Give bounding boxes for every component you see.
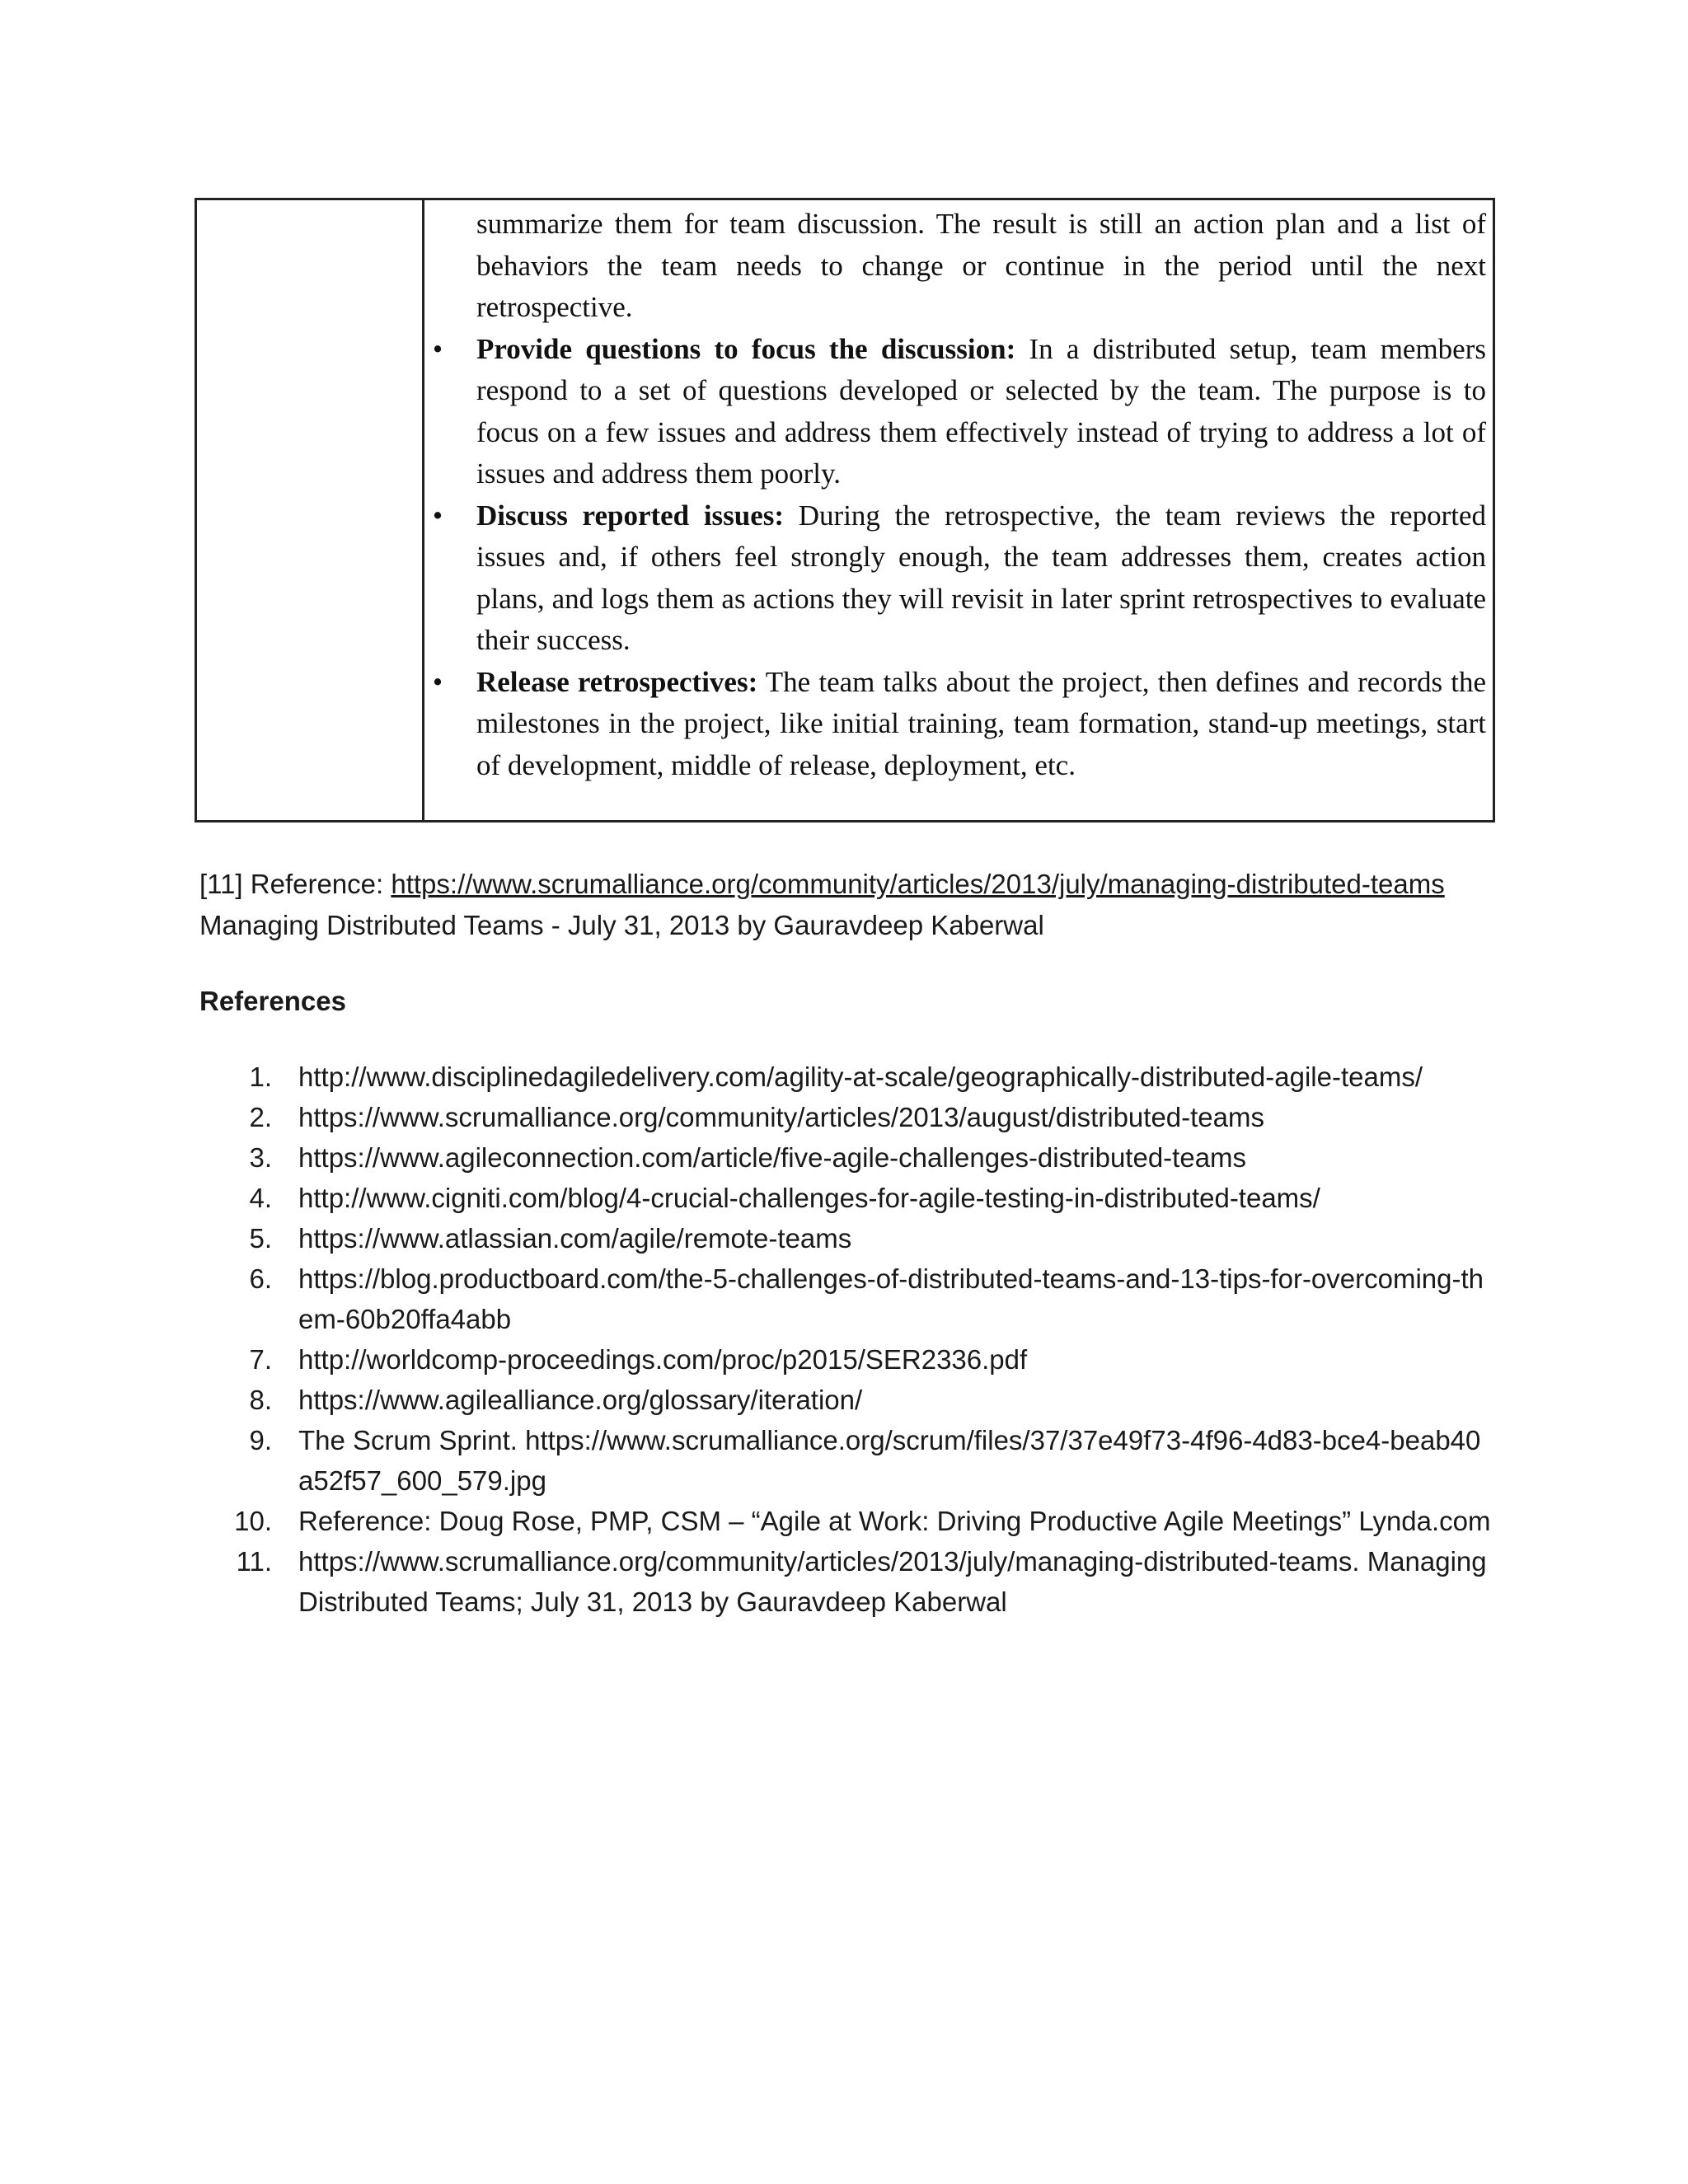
reference-text: https://www.scrumalliance.org/community/articles/2013/august/distributed-teams: [298, 1102, 1264, 1132]
bullet-title: Release retrospectives:: [476, 665, 758, 698]
reference-number: 11.: [236, 1546, 272, 1577]
reference-number: 8.: [249, 1385, 272, 1415]
reference-text: http://worldcomp-proceedings.com/proc/p2015/SER2336.pdf: [298, 1344, 1028, 1375]
table-left-cell: [197, 200, 424, 820]
reference-item: [199, 1097, 1495, 1137]
reference-text: https://blog.productboard.com/the-5-challenges-of-distributed-teams-and-13-tips-for-overcoming-them-60b20ffa4abb: [298, 1263, 1484, 1334]
reference-text: https://www.agileconnection.com/article/five-agile-challenges-distributed-teams: [298, 1142, 1247, 1173]
reference-text: https://www.agilealliance.org/glossary/iteration/: [298, 1385, 863, 1415]
bullet-item-release-retrospectives: [424, 662, 1486, 787]
reference-number: 5.: [249, 1223, 272, 1254]
footnote-prefix: [11] Reference:: [199, 869, 392, 899]
retrospective-table: [195, 198, 1495, 823]
bullet-item-provide-questions: [424, 329, 1486, 495]
reference-number: 1.: [249, 1062, 272, 1092]
bullet-text: During the retrospective, the team reviews the reported issues and, if others feel strongly enough, the team addresses them, creates action plans, and logs them as actions they will revisit in later sprint retrospectives to evaluate their success.: [476, 499, 1486, 656]
continuation-paragraph: summarize them for team discussion. The result is still an action plan and a list of behaviors the team needs to change or continue in the period until the next retrospective.: [476, 208, 1486, 323]
reference-item: [199, 1339, 1495, 1380]
references-heading: References: [199, 986, 346, 1016]
bullet-icon: •: [432, 499, 443, 532]
reference-item: [199, 1541, 1495, 1622]
reference-item: [199, 1218, 1495, 1258]
bullet-icon: •: [432, 332, 443, 365]
reference-number: 7.: [249, 1344, 272, 1375]
reference-number: 10.: [234, 1506, 272, 1536]
retrospective-bullet-list: [424, 329, 1486, 787]
references-list: [199, 1057, 1495, 1622]
bullet-item-discuss-issues: [424, 495, 1486, 662]
reference-text: Reference: Doug Rose, PMP, CSM – “Agile at Work: Driving Productive Agile Meetings” Lynda.com: [298, 1506, 1491, 1536]
reference-text: https://www.scrumalliance.org/community/articles/2013/july/managing-distributed-teams. Managing Distributed Teams; July 31, 2013 by Gauravdeep Kaberwal: [298, 1546, 1487, 1617]
reference-item: [199, 1057, 1495, 1097]
table-right-cell: [424, 200, 1493, 820]
bullet-icon: •: [432, 665, 443, 698]
reference-number: 4.: [249, 1183, 272, 1213]
bullet-title: Discuss reported issues:: [476, 499, 785, 532]
footnote-suffix: Managing Distributed Teams - July 31, 2013 by Gauravdeep Kaberwal: [199, 910, 1044, 940]
reference-text: http://www.disciplinedagiledelivery.com/agility-at-scale/geographically-distributed-agile-teams/: [298, 1062, 1423, 1092]
reference-number: 9.: [249, 1425, 272, 1455]
reference-text: The Scrum Sprint. https://www.scrumalliance.org/scrum/files/37/37e49f73-4f96-4d83-bce4-beab40a52f57_600_579.jpg: [298, 1425, 1481, 1496]
reference-number: 3.: [249, 1142, 272, 1173]
footnote-11: [199, 864, 1493, 946]
reference-number: 6.: [249, 1263, 272, 1294]
reference-text: https://www.atlassian.com/agile/remote-teams: [298, 1223, 852, 1254]
bullet-text: The team talks about the project, then defines and records the milestones in the project, like initial training, team formation, stand-up meetings, start of development, middle of release, deployment, etc.: [476, 665, 1486, 781]
bullet-title: Provide questions to focus the discussion:: [476, 332, 1016, 365]
reference-text: http://www.cigniti.com/blog/4-crucial-challenges-for-agile-testing-in-distributed-teams/: [298, 1183, 1320, 1213]
footnote-link[interactable]: https://www.scrumalliance.org/community/articles/2013/july/managing-distributed-teams: [391, 869, 1445, 899]
reference-item: [199, 1380, 1495, 1420]
reference-item: [199, 1420, 1495, 1501]
bullet-text: In a distributed setup, team members respond to a set of questions developed or selected by the team. The purpose is to focus on a few issues and address them effectively instead of trying to address a lot of issues and address them poorly.: [476, 332, 1486, 490]
reference-item: [199, 1137, 1495, 1178]
reference-item: [199, 1258, 1495, 1339]
reference-item: [199, 1501, 1495, 1541]
reference-item: [199, 1178, 1495, 1218]
reference-number: 2.: [249, 1102, 272, 1132]
